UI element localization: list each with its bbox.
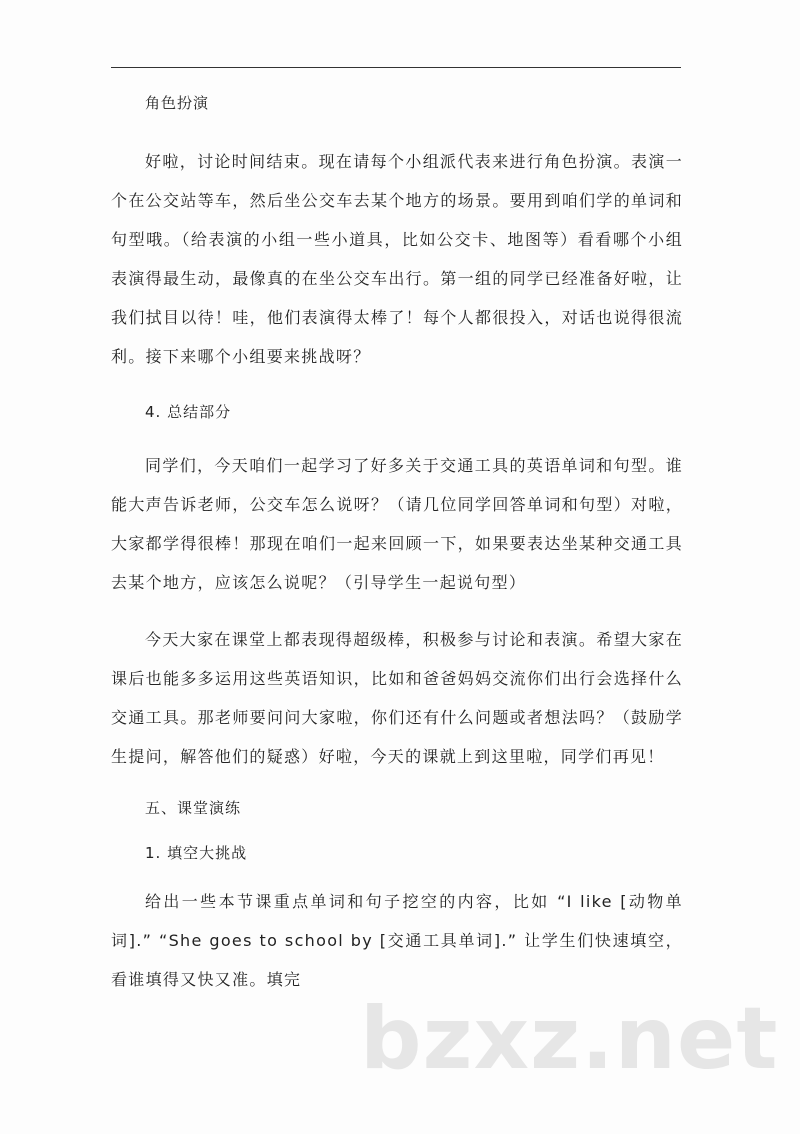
- header-rule: [111, 67, 681, 68]
- section-heading-fill-in-challenge: 1. 填空大挑战: [145, 844, 248, 862]
- section-heading-classroom-practice: 五、课堂演练: [145, 799, 242, 817]
- paragraph-fill-in-challenge: 给出一些本节课重点单词和句子挖空的内容，比如 “I like [动物单词].” “She goes to school by [交通工具单词].” 让学生们快速填空，看谁填得又快又准。填完: [111, 892, 683, 989]
- paragraph-summary-closing: 今天大家在课堂上都表现得超级棒，积极参与讨论和表演。希望大家在课后也能多多运用这些英语知识，比如和爸爸妈妈交流你们出行会选择什么交通工具。那老师要问问大家啦，你们还有什么问题或者想法吗？（鼓励学生提问，解答他们的疑惑）好啦，今天的课就上到这里啦，同学们再见！: [111, 630, 683, 766]
- paragraph-role-play: 好啦，讨论时间结束。现在请每个小组派代表来进行角色扮演。表演一个在公交站等车，然后坐公交车去某个地方的场景。要用到咱们学的单词和句型哦。（给表演的小组一些小道具，比如公交卡、地图等）看看哪个小组表演得最生动，最像真的在坐公交车出行。第一组的同学已经准备好啦，让我们拭目以待！哇，他们表演得太棒了！每个人都很投入，对话也说得很流利。接下来哪个小组要来挑战呀？: [111, 152, 683, 366]
- watermark: bzxz.net: [360, 989, 779, 1089]
- section-heading-role-play: 角色扮演: [145, 94, 210, 112]
- document-body: [111, 78, 683, 999]
- paragraph-summary-review: 同学们，今天咱们一起学习了好多关于交通工具的英语单词和句型。谁能大声告诉老师，公交车怎么说呀？（请几位同学回答单词和句型）对啦，大家都学得很棒！那现在咱们一起来回顾一下，如果要表达坐某种交通工具去某个地方，应该怎么说呢？（引导学生一起说句型）: [111, 456, 683, 592]
- section-heading-summary: 4. 总结部分: [145, 403, 232, 421]
